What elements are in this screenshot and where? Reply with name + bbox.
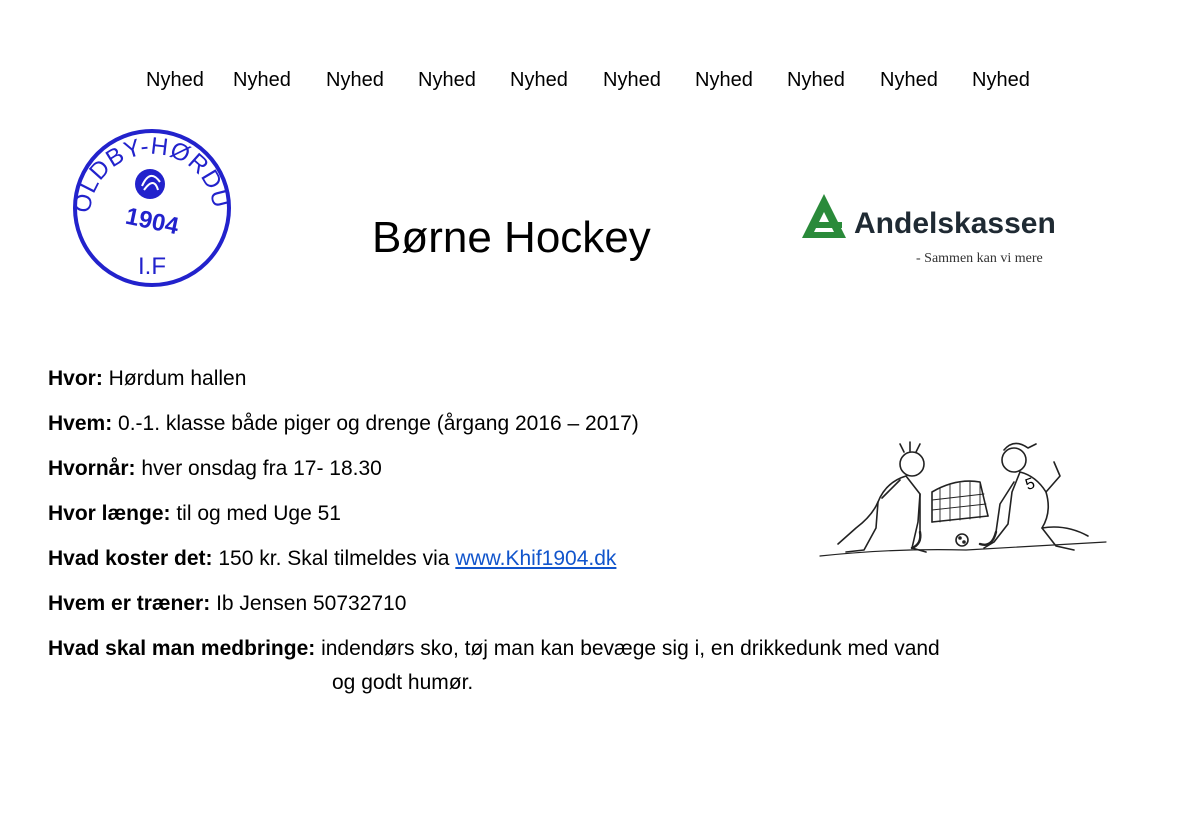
nyhed-label: Nyhed (787, 69, 845, 91)
info-who (48, 409, 639, 439)
info-coach (48, 589, 406, 619)
nyhed-label: Nyhed (603, 69, 661, 91)
club-logo-year: 1904 (123, 202, 182, 241)
andelskassen-triangle-icon (802, 192, 852, 242)
info-label: Hvornår: (48, 457, 136, 480)
nyhed-label: Nyhed (695, 69, 753, 91)
info-label: Hvor længe: (48, 502, 171, 525)
nyhed-label: Nyhed (510, 69, 568, 91)
nyhed-label: Nyhed (880, 69, 938, 91)
info-value: Ib Jensen 50732710 (210, 592, 407, 615)
info-bring (48, 634, 940, 664)
nyhed-label: Nyhed (233, 69, 291, 91)
club-logo-if: I.F (138, 253, 166, 280)
floorball-kids-icon (816, 432, 1110, 564)
info-label: Hvad skal man medbringe: (48, 637, 316, 660)
info-duration (48, 499, 341, 529)
info-value: indendørs sko, tøj man kan bevæge sig i, en drikkedunk med vand (315, 637, 940, 660)
sponsor-logo (800, 188, 1062, 274)
page-title: Børne Hockey (372, 213, 651, 262)
info-label: Hvor: (48, 367, 103, 390)
info-label: Hvad koster det: (48, 547, 213, 570)
sponsor-name: Andelskassen (854, 207, 1056, 240)
info-value: 150 kr. Skal tilmeldes via (212, 547, 456, 570)
club-logo-name: OLDBY-HØRDU (68, 132, 234, 215)
nyhed-label: Nyhed (326, 69, 384, 91)
info-value: hver onsdag fra 17- 18.30 (135, 457, 382, 480)
nyhed-label: Nyhed (146, 69, 204, 91)
club-logo (68, 124, 234, 290)
sponsor-tagline: - Sammen kan vi mere (916, 251, 1043, 266)
info-when (48, 454, 382, 484)
info-label: Hvem: (48, 412, 113, 435)
info-where (48, 364, 246, 394)
jersey-number: 5 (1023, 475, 1038, 495)
info-price (48, 544, 616, 574)
nyhed-row (0, 66, 1180, 94)
info-bring-continuation: og godt humør. (332, 671, 474, 694)
club-logo-seal-icon (68, 124, 234, 290)
nyhed-label: Nyhed (972, 69, 1030, 91)
info-label: Hvem er træner: (48, 592, 211, 615)
info-value: Hørdum hallen (102, 367, 247, 390)
info-value: til og med Uge 51 (170, 502, 341, 525)
info-value: 0.-1. klasse både piger og drenge (årgang 2016 – 2017) (112, 412, 639, 435)
nyhed-label: Nyhed (418, 69, 476, 91)
signup-link[interactable]: www.Khif1904.dk (455, 547, 617, 570)
